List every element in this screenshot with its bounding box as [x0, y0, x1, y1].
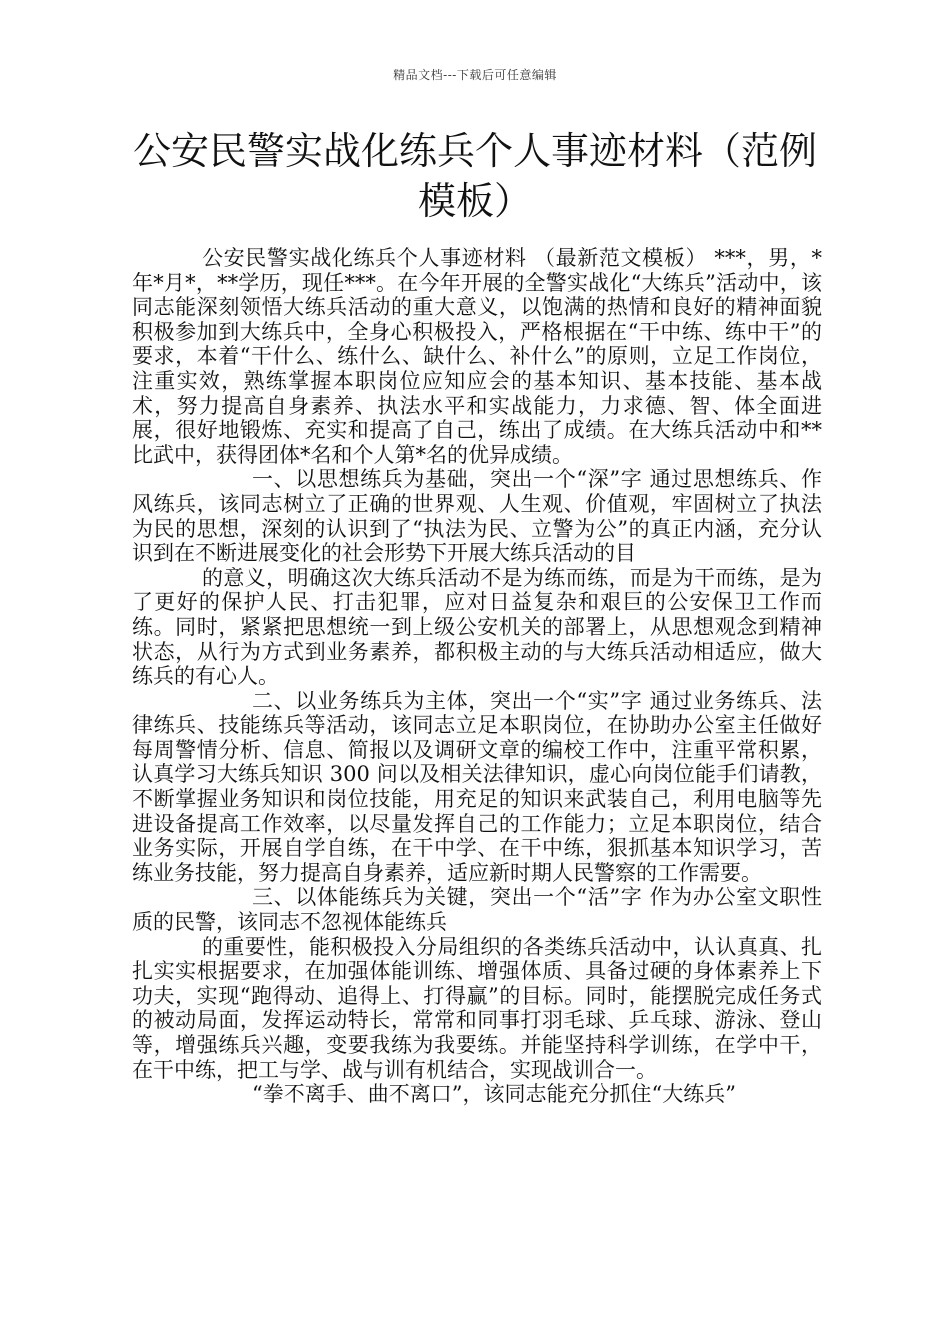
document-header-note: 精品文档---下载后可任意编辑 — [393, 68, 557, 82]
paragraph-closing: “拳不离手、曲不离口”，该同志能充分抓住“大练兵” — [252, 1082, 736, 1107]
paragraph-section-one-continued: 的意义，明确这次大练兵活动不是为练而练，而是为干而练，是为了更好的保护人民、打击犯罪，应对日益复杂和艰巨的公安保卫工作而练。同时，紧紧把思想统一到上级公安机关的部署上，从思想观念到精神状态，从行为方式到业务素养，都积极主动的与大练兵活动相适应，做大练兵的有心人。 — [132, 565, 822, 689]
paragraph-section-three-continued: 的重要性，能积极投入分局组织的各类练兵活动中，认认真真、扎扎实实根据要求，在加强体能训练、增强体质、具备过硬的身体素养上下功夫，实现“跑得动、追得上、打得赢”的目标。同时，能摆脱完成任务式的被动局面，发挥运动特长，常常和同事打羽毛球、乒乓球、游泳、登山等，增强练兵兴趣，变要我练为我要练。并能坚持科学训练，在学中干，在干中练，把工与学、战与训有机结合，实现战训合一。 — [132, 934, 822, 1082]
paragraph-section-three: 三、以体能练兵为关键，突出一个“活”字 作为办公室文职性质的民警，该同志不忽视体能练兵 — [132, 885, 822, 935]
paragraph-section-one: 一、以思想练兵为基础，突出一个“深”字 通过思想练兵、作风练兵，该同志树立了正确的世界观、人生观、价值观，牢固树立了执法为民的思想，深刻的认识到了“执法为民、立警为公”的真正内涵，充分认识到在不断进展变化的社会形势下开展大练兵活动的目 — [132, 467, 822, 566]
paragraph-intro: 公安民警实战化练兵个人事迹材料 （最新范文模板） ***，男，*年*月*，**学历，现任***。在今年开展的全警实战化“大练兵”活动中，该同志能深刻领悟大练兵活动的重大意义，以饱满的热情和良好的精神面貌积极参加到大练兵中，全身心积极投入，严格根据在“干中练、练中干”的要求，本着“干什么、练什么、缺什么、补什么”的原则，立足工作岗位，注重实效，熟练掌握本职岗位应知应会的基本知识、基本技能、基本战术，努力提高自身素养、执法水平和实战能力，力求德、智、体全面进展，很好地锻炼、充实和提高了自己，练出了成绩。在大练兵活动中和**比武中，获得团体*名和个人第*名的优异成绩。 — [132, 246, 822, 467]
document-body — [132, 246, 822, 1107]
document-title: 公安民警实战化练兵个人事迹材料（范例模板） — [132, 129, 817, 223]
paragraph-section-two: 二、以业务练兵为主体，突出一个“实”字 通过业务练兵、法律练兵、技能练兵等活动，该同志立足本职岗位，在协助办公室主任做好每周警情分析、信息、简报以及调研文章的编校工作中，注重平常积累，认真学习大练兵知识 300 问以及相关法律知识，虚心向岗位能手们请教，不断掌握业务知识和岗位技能，用充足的知识来武装自己，利用电脑等先进设备提高工作效率，以尽量发挥自己的工作能力；立足本职岗位，结合业务实际，开展自学自练，在干中学、在干中练，狠抓基本知识学习，苦练业务技能，努力提高自身素养，适应新时期人民警察的工作需要。 — [132, 688, 822, 885]
